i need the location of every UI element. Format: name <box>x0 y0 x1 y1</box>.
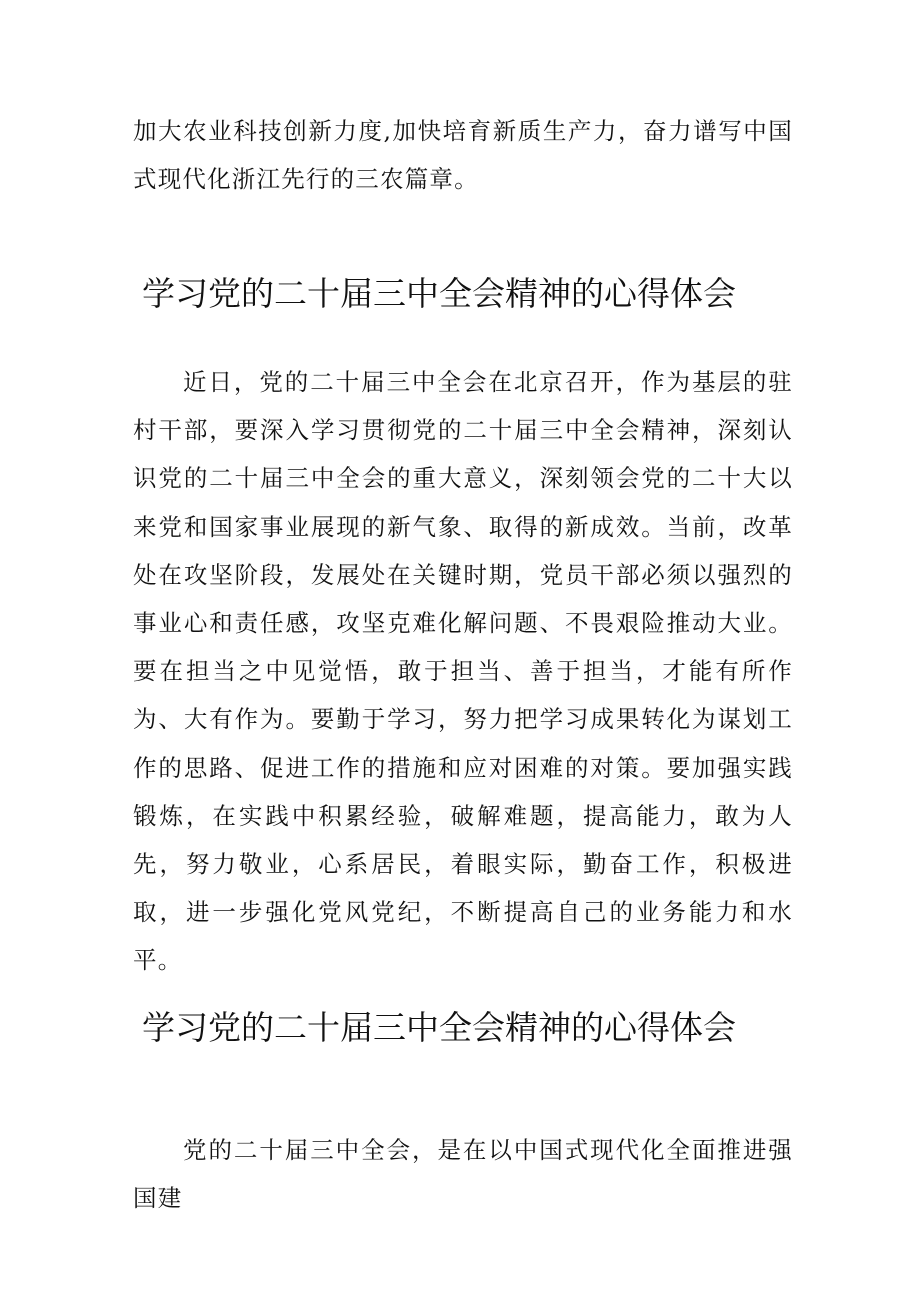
section-title-2: 学习党的二十届三中全会精神的心得体会 <box>142 1008 736 1047</box>
section-body-1: 近日，党的二十届三中全会在北京召开，作为基层的驻村干部，要深入学习贯彻党的二十届三中全会精神，深刻认识党的二十届三中全会的重大意义，深刻领会党的二十大以来党和国家事业展现的新气象、取得的新成效。当前，改革处在攻坚阶段，发展处在关键时期，党员干部必须以强烈的事业心和责任感，攻坚克难化解问题、不畏艰险推动大业。要在担当之中见觉悟，敢于担当、善于担当，才能有所作为、大有作为。要勤于学习，努力把学习成果转化为谋划工作的思路、促进工作的措施和应对困难的对策。要加强实践锻炼，在实践中积累经验，破解难题，提高能力，敢为人先，努力敬业，心系居民，着眼实际，勤奋工作，积极进取，进一步强化党风党纪，不断提高自己的业务能力和水平。 <box>133 368 793 975</box>
section-body-2: 党的二十届三中全会，是在以中国式现代化全面推进强国建 <box>133 1136 793 1213</box>
section-title-1: 学习党的二十届三中全会精神的心得体会 <box>142 274 736 313</box>
continued-paragraph: 加大农业科技创新力度,加快培育新质生产力，奋力谱写中国式现代化浙江先行的三农篇章。 <box>133 117 793 194</box>
